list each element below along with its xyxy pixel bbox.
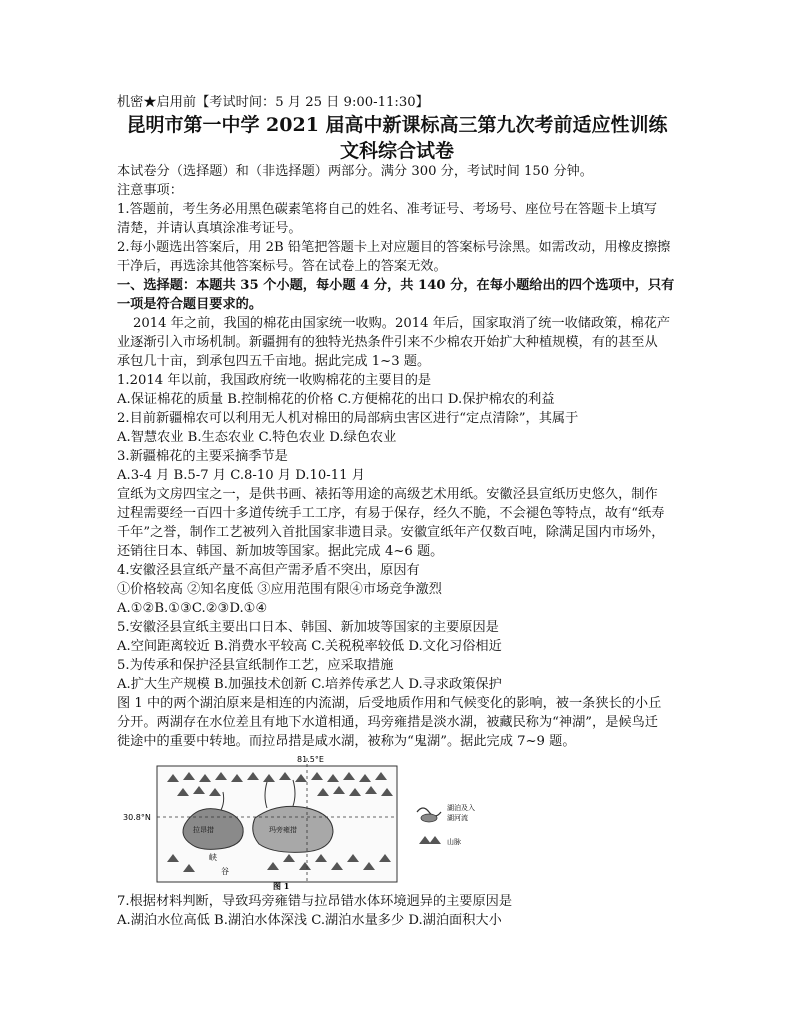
passage1-line3: 承包几十亩，到承包四五千亩地。据此完成 1~3 题。	[117, 354, 431, 369]
question-2-stem: 2.目前新疆棉农可以利用无人机对棉田的局部病虫害区进行“定点清除”，其属于	[117, 411, 579, 426]
note-1a: 1.答题前，考生务必用黑色碳素笔将自己的姓名、准考证号、考场号、座位号在答题卡上填写	[117, 202, 658, 217]
question-4-options: A.①②B.①③C.②③D.①④	[117, 601, 268, 616]
question-6-stem: 5.为传承和保护泾县宣纸制作工艺，应采取措施	[117, 658, 394, 673]
question-5-stem: 5.安徽泾县宣纸主要出口日本、韩国、新加坡等国家的主要原因是	[117, 620, 499, 635]
question-3-options: A.3-4 月 B.5-7 月 C.8-10 月 D.10-11 月	[117, 468, 365, 483]
question-6-options: A.扩大生产规模 B.加强技术创新 C.培养传承艺人 D.寻求政策保护	[117, 677, 502, 692]
question-3-stem: 3.新疆棉花的主要采摘季节是	[117, 449, 288, 464]
lake-2-label: 玛旁雍措	[269, 826, 297, 834]
passage3-line2: 分开。两湖存在水位差且有地下水道相通，玛旁雍措是淡水湖，被藏民称为“神湖”，是候鸟迁	[117, 715, 658, 730]
exam-meta: 机密★启用前【考试时间：5 月 25 日 9:00-11:30】	[117, 95, 429, 110]
note-2b: 干净后，再选涂其他答案标号。答在试卷上的答案无效。	[117, 259, 447, 274]
section-heading-a: 一、选择题：本题共 35 个小题，每小题 4 分，共 140 分，在每小题给出的四个选项中，只有	[117, 278, 675, 293]
figure-caption: 图 1	[273, 881, 290, 891]
question-7-stem: 7.根据材料判断，导致玛旁雍错与拉昂错水体环境迥异的主要原因是	[117, 894, 513, 909]
note-1b: 清楚，并请认真填涂准考证号。	[117, 221, 302, 236]
passage3-line3: 徙途中的重要中转地。而拉昂措是咸水湖，被称为“鬼湖”。据此完成 7~9 题。	[117, 734, 576, 749]
question-4-stem: 4.安徽泾县宣纸产量不高但产需矛盾不突出，原因有	[117, 563, 420, 578]
lake-map-figure	[117, 752, 567, 892]
passage2-line3: 千年”之誉，制作工艺被列入首批国家非遗目录。安徽宣纸年产仅数百吨，除满足国内市场外，	[117, 525, 665, 540]
passage2-line2: 过程需要经一百四十多道传统手工工序，有易于保存，经久不脆，不会褪色等特点，故有“纸寿	[117, 506, 665, 521]
passage2-line4: 还销往日本、韩国、新加坡等国家。据此完成 4~6 题。	[117, 544, 444, 559]
note-2a: 2.每小题选出答案后，用 2B 铅笔把答题卡上对应题目的答案标号涂黑。如需改动，用橡皮擦擦	[117, 240, 671, 255]
section-heading-b: 一项是符合题目要求的。	[117, 297, 263, 312]
question-7-options: A.湖泊水位高低 B.湖泊水体深浅 C.湖泊水量多少 D.湖泊面积大小	[117, 913, 502, 928]
valley-label-1: 峡	[209, 853, 217, 862]
valley-label-2: 谷	[221, 867, 229, 876]
question-1-options: A.保证棉花的质量 B.控制棉花的价格 C.方便棉花的出口 D.保护棉农的利益	[117, 392, 555, 407]
legend-mountain-label: 山脉	[447, 838, 461, 846]
passage3-line1: 图 1 中的两个湖泊原来是相连的内流湖，后受地质作用和气候变化的影响，被一条狭长的小丘	[117, 696, 662, 711]
question-5-options: A.空间距离较近 B.消费水平较高 C.关税税率较低 D.文化习俗相近	[117, 639, 502, 654]
lake-1-label: 拉昂措	[193, 826, 214, 834]
intro-line: 本试卷分（选择题）和（非选择题）两部分。满分 300 分，考试时间 150 分钟。	[117, 164, 593, 179]
notes-title: 注意事项：	[117, 183, 183, 198]
legend-lake-shape	[421, 814, 437, 822]
passage2-line1: 宣纸为文房四宝之一，是供书画、裱拓等用途的高级艺术用纸。安徽泾县宣纸历史悠久，制作	[117, 487, 658, 502]
legend-mountain-icon	[419, 836, 441, 844]
question-4-choices: ①价格较高 ②知名度低 ③应用范围有限④市场竞争激烈	[117, 582, 442, 597]
page-subtitle: 文科综合试卷	[339, 140, 454, 162]
passage1-line1: 2014 年之前，我国的棉花由国家统一收购。2014 年后，国家取消了统一收储政策，棉花产	[133, 316, 671, 331]
legend-lake-label-2: 湖河流	[447, 814, 468, 822]
passage1-line2: 业逐渐引入市场机制。新疆拥有的独特光热条件引来不少棉农开始扩大种植规模，有的甚至从	[117, 335, 658, 350]
question-2-options: A.智慧农业 B.生态农业 C.特色农业 D.绿色农业	[117, 430, 397, 445]
longitude-label: 81.5°E	[297, 755, 324, 764]
latitude-label: 30.8°N	[123, 813, 151, 822]
legend-lake-label: 湖泊及入	[447, 804, 475, 812]
question-1-stem: 1.2014 年以前，我国政府统一收购棉花的主要目的是	[117, 373, 432, 388]
page-title: 昆明市第一中学 2021 届高中新课标高三第九次考前适应性训练	[126, 114, 668, 136]
